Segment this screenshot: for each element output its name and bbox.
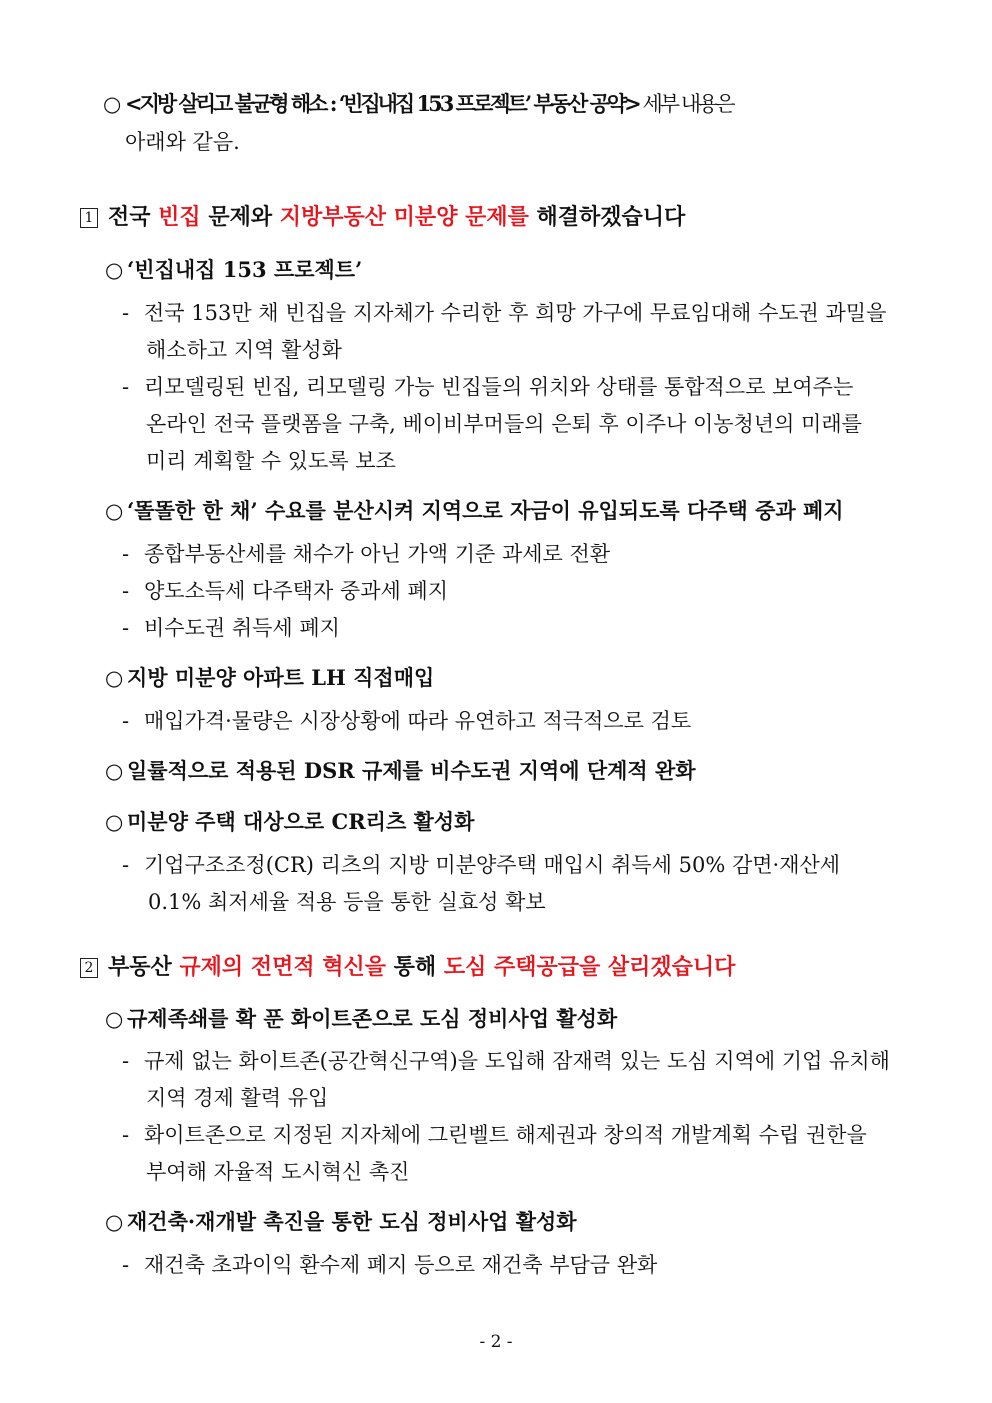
- bullet-line: - 양도소득세 다주택자 중과세 폐지: [122, 576, 448, 606]
- bullet-line: - 리모델링된 빈집, 리모델링 가능 빈집들의 위치와 상태를 통합적으로 보여주는: [122, 372, 853, 402]
- item-heading: ○ 미분양 주택 대상으로 CR리츠 활성화: [105, 807, 474, 837]
- section-number-box: 2: [80, 958, 98, 978]
- intro-line-1: [103, 89, 913, 119]
- circle-bullet-icon: ○: [105, 666, 124, 690]
- circle-bullet-icon: ○: [103, 92, 119, 116]
- bullet-line: - 기업구조조정(CR) 리츠의 지방 미분양주택 매입시 취득세 50% 감면·재산세: [122, 850, 840, 880]
- bullet-line: 부여해 자율적 도시혁신 촉진: [146, 1160, 410, 1184]
- bullet-line: - 화이트존으로 지정된 지자체에 그린벨트 해제권과 창의적 개발계획 수립 권한을: [122, 1120, 867, 1150]
- intro-line-2: 아래와 같음.: [125, 130, 240, 154]
- bullet-line: 온라인 전국 플랫폼을 구축, 베이비부머들의 은퇴 후 이주나 이농청년의 미래를: [146, 412, 862, 436]
- item-heading: ○ ‘빈집내집 153 프로젝트’: [105, 255, 362, 285]
- circle-bullet-icon: ○: [105, 258, 124, 282]
- circle-bullet-icon: ○: [105, 1007, 124, 1031]
- page-number: - 2 -: [479, 1332, 513, 1352]
- intro-rest: 세부 내용은: [642, 92, 733, 116]
- bullet-line: 0.1% 최저세율 적용 등을 통한 실효성 확보: [148, 890, 546, 914]
- dash-icon: -: [122, 1049, 130, 1073]
- item-heading: ○ 재건축·재개발 촉진을 통한 도심 정비사업 활성화: [105, 1207, 577, 1237]
- dash-icon: -: [122, 542, 130, 566]
- dash-icon: -: [122, 709, 130, 733]
- section-2-title: 2 부동산 규제의 전면적 혁신을 통해 도심 주택공급을 살리겠습니다: [80, 952, 735, 982]
- bullet-line: - 재건축 초과이익 환수제 폐지 등으로 재건축 부담금 완화: [122, 1250, 657, 1280]
- section-number-box: 1: [80, 208, 98, 228]
- bullet-line: - 매입가격·물량은 시장상황에 따라 유연하고 적극적으로 검토: [122, 706, 691, 736]
- circle-bullet-icon: ○: [105, 499, 124, 523]
- circle-bullet-icon: ○: [105, 759, 124, 783]
- dash-icon: -: [122, 1123, 130, 1147]
- bullet-line: - 전국 153만 채 빈집을 지자체가 수리한 후 희망 가구에 무료임대해 수도권 과밀을: [122, 298, 886, 328]
- bullet-line: - 규제 없는 화이트존(공간혁신구역)을 도입해 잠재력 있는 도심 지역에 기업 유치해: [122, 1046, 890, 1076]
- circle-bullet-icon: ○: [105, 810, 124, 834]
- dash-icon: -: [122, 375, 130, 399]
- dash-icon: -: [122, 579, 130, 603]
- item-heading: ○ 규제족쇄를 확 푼 화이트존으로 도심 정비사업 활성화: [105, 1004, 617, 1034]
- dash-icon: -: [122, 853, 130, 877]
- circle-bullet-icon: ○: [105, 1210, 124, 1234]
- section-1-title: 1 전국 빈집 문제와 지방부동산 미분양 문제를 해결하겠습니다: [80, 202, 685, 232]
- intro-title: <지방 살리고 불균형 해소 : ‘빈집내집 153 프로젝트’ 부동산 공약>: [125, 91, 639, 116]
- dash-icon: -: [122, 1253, 130, 1277]
- item-heading: ○ 지방 미분양 아파트 LH 직접매입: [105, 663, 434, 693]
- item-heading: ○ 일률적으로 적용된 DSR 규제를 비수도권 지역에 단계적 완화: [105, 756, 696, 786]
- item-heading: ○ ‘똘똘한 한 채’ 수요를 분산시켜 지역으로 자금이 유입되도록 다주택 중과 폐지: [105, 496, 844, 526]
- bullet-line: - 비수도권 취득세 폐지: [122, 613, 340, 643]
- dash-icon: -: [122, 301, 130, 325]
- bullet-line: - 종합부동산세를 채수가 아닌 가액 기준 과세로 전환: [122, 539, 610, 569]
- dash-icon: -: [122, 616, 130, 640]
- bullet-line: 지역 경제 활력 유입: [146, 1086, 329, 1110]
- bullet-line: 해소하고 지역 활성화: [146, 338, 342, 362]
- bullet-line: 미리 계획할 수 있도록 보조: [146, 449, 396, 473]
